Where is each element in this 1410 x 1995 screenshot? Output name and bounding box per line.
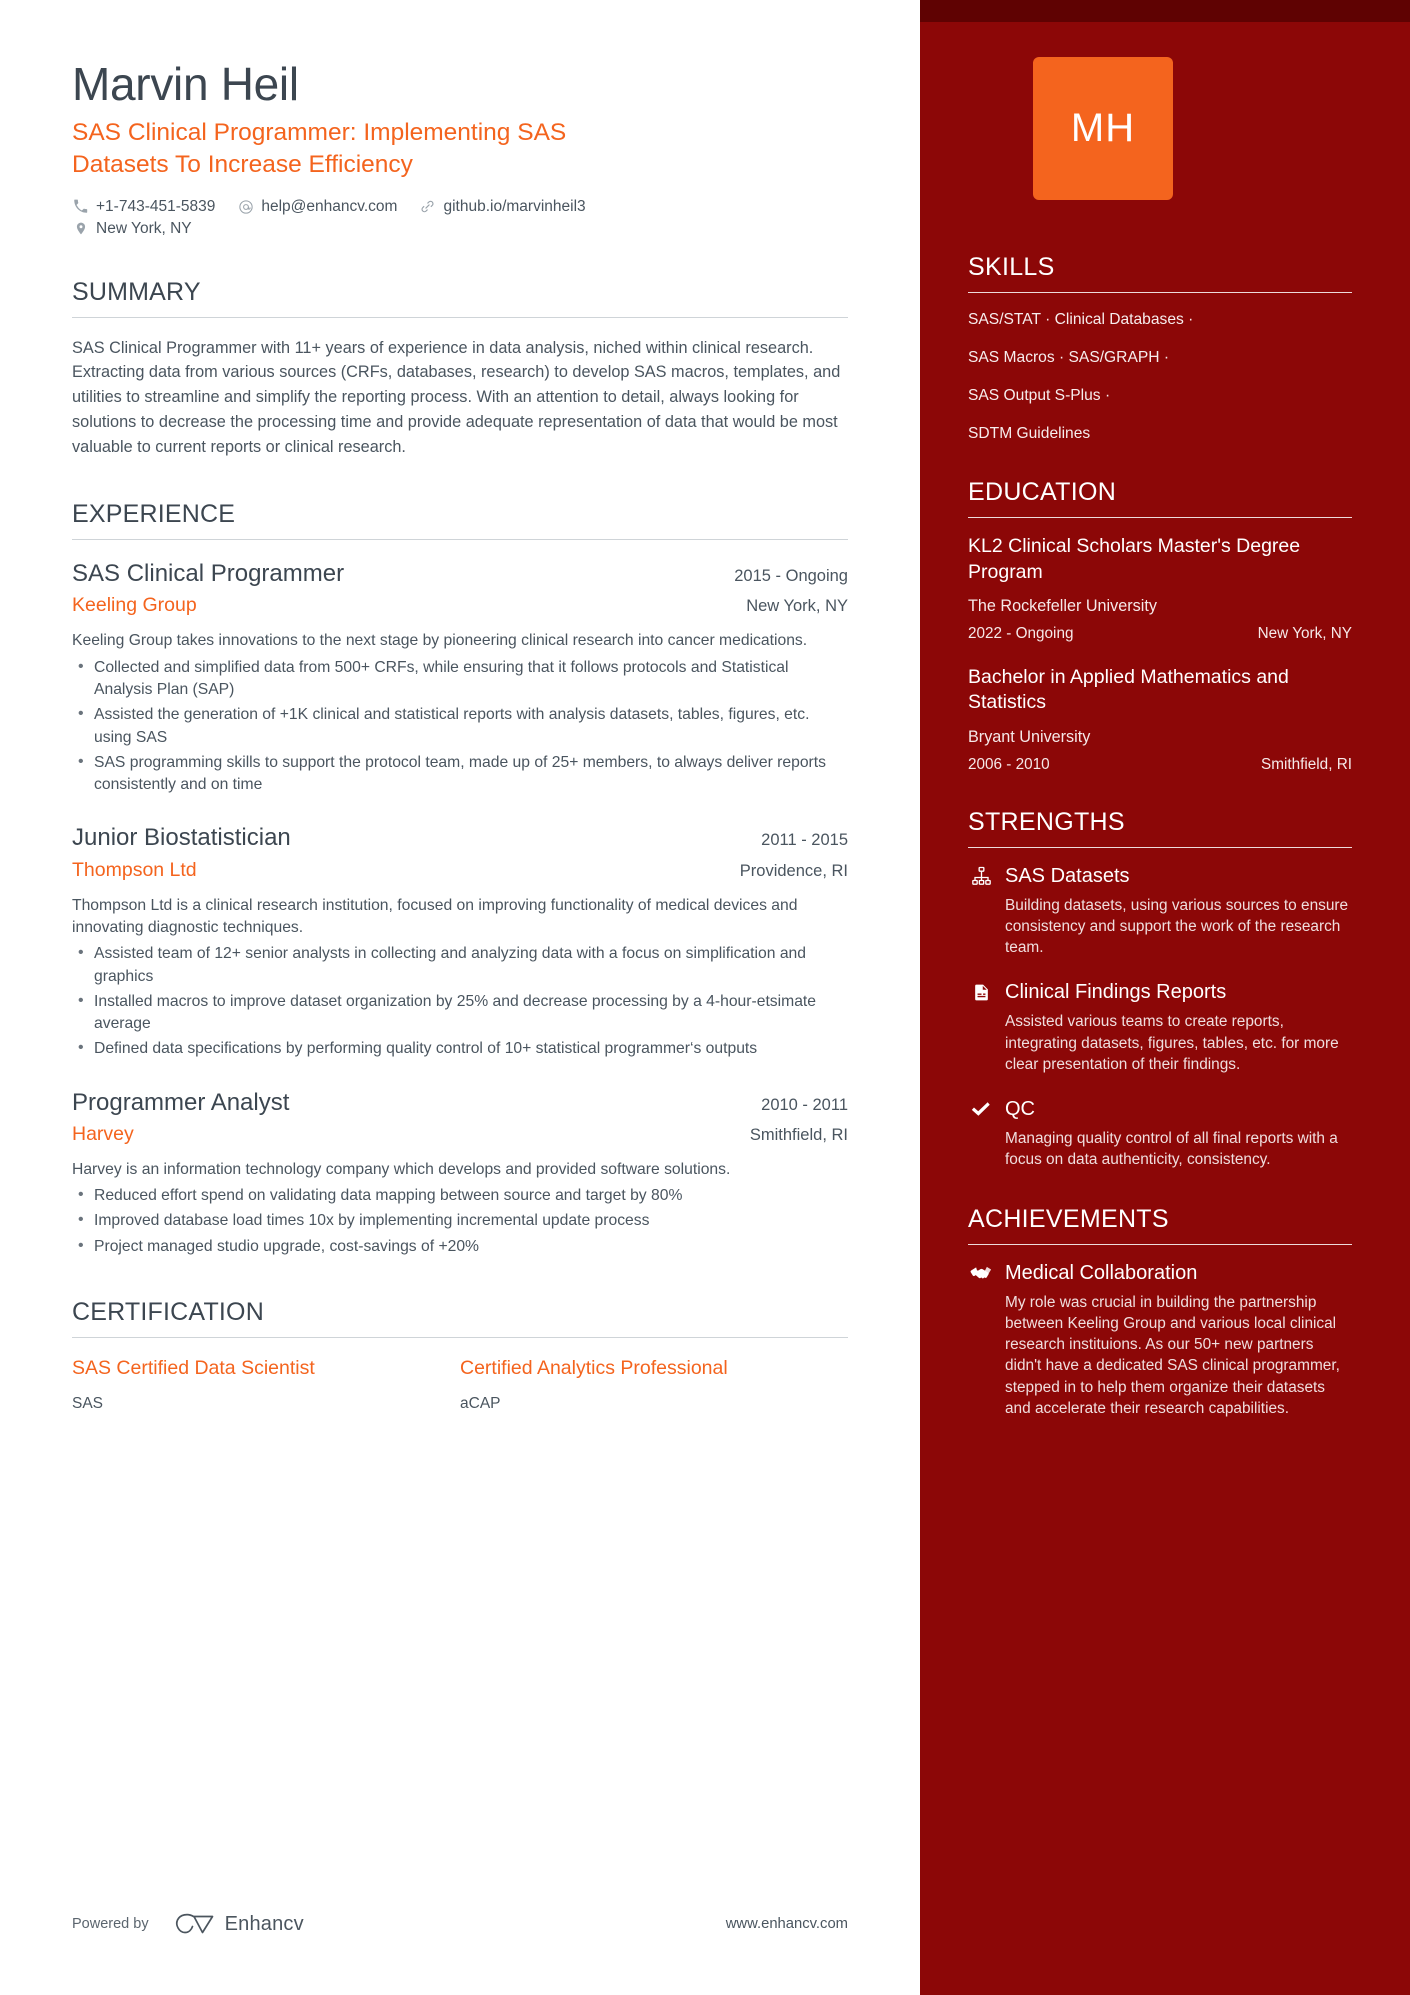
- education-dates: 2022 - Ongoing: [968, 624, 1074, 642]
- experience-entry-top: [72, 822, 848, 853]
- skill-line: SDTM Guidelines: [968, 425, 1091, 443]
- contact-email-value: help@enhancv.com: [261, 197, 398, 215]
- strength-name: SAS Datasets: [1005, 864, 1130, 887]
- handshake-icon: [968, 1264, 994, 1282]
- education-entry: [968, 534, 1352, 643]
- contact-link[interactable]: [419, 198, 585, 216]
- job-company: Thompson Ltd: [72, 858, 197, 881]
- strength-description: Building datasets, using various sources to ensure consistency and support the work of the research team.: [1005, 896, 1349, 957]
- experience-entry: [72, 558, 848, 796]
- strength-name: Clinical Findings Reports: [1005, 981, 1227, 1004]
- education-title: EDUCATION: [968, 478, 1117, 507]
- website-url[interactable]: www.enhancv.com: [725, 1916, 848, 1932]
- job-bullet: • Installed macros to improve dataset organization by 25% and decrease processing by a 4-hour-etsimate average: [72, 991, 848, 1036]
- certification-grid: [72, 1356, 848, 1413]
- job-role: SAS Clinical Programmer: [72, 560, 345, 588]
- contact-block: [72, 198, 848, 238]
- document-icon: [968, 982, 994, 1003]
- job-location: Providence, RI: [739, 861, 848, 880]
- job-location: New York, NY: [746, 597, 848, 616]
- job-description: Thompson Ltd is a clinical research institution, focused on improving functionality of medical devices and innovating diagnostic techniques.: [72, 896, 798, 936]
- job-dates: 2011 - 2015: [761, 831, 848, 850]
- experience-entry: [72, 822, 848, 1060]
- skill-line: SAS Macros · SAS/GRAPH ·: [968, 349, 1170, 367]
- contact-line-1: [72, 198, 848, 216]
- job-bullet: • Project managed studio upgrade, cost-savings of +20%: [72, 1236, 848, 1258]
- contact-email[interactable]: [237, 198, 397, 216]
- contact-phone-value: +1-743-451-5839: [96, 197, 216, 215]
- experience-entry-top: [72, 558, 848, 589]
- enhancv-logo-icon: [173, 1911, 217, 1937]
- experience-entry-sub: [72, 1123, 848, 1146]
- education-degree: KL2 Clinical Scholars Master's Degree Program: [968, 535, 1301, 583]
- job-dates: 2010 - 2011: [761, 1095, 848, 1114]
- job-company: Keeling Group: [72, 594, 197, 617]
- strength-head: [968, 1097, 1352, 1122]
- page-title: Marvin Heil: [72, 58, 299, 110]
- powered-by-label: Powered by: [72, 1916, 149, 1932]
- section-summary: [72, 278, 848, 461]
- strength-entry: [968, 1097, 1352, 1171]
- summary-divider: [72, 317, 848, 318]
- section-skills: [968, 253, 1352, 444]
- job-company: Harvey: [72, 1122, 134, 1145]
- sidebar: [920, 0, 1410, 1995]
- section-education: [968, 478, 1352, 773]
- link-icon: [419, 198, 436, 215]
- certification-item: [460, 1356, 848, 1413]
- experience-title: EXPERIENCE: [72, 500, 236, 529]
- sidebar-top-strip: [920, 0, 1410, 22]
- achievements-title: ACHIEVEMENTS: [968, 1204, 1169, 1233]
- job-role: Programmer Analyst: [72, 1088, 290, 1116]
- job-bullet: • Assisted the generation of +1K clinical and statistical reports with analysis datasets, tables, figures, etc. using SAS: [72, 704, 848, 749]
- contact-link-value: github.io/marvinheil3: [443, 197, 586, 215]
- education-school: The Rockefeller University: [968, 596, 1157, 615]
- sitemap-icon: [968, 866, 994, 886]
- experience-entry-top: [72, 1087, 848, 1118]
- headline: SAS Clinical Programmer: Implementing SAS Datasets To Increase Efficiency: [72, 118, 567, 179]
- job-bullets: [72, 943, 848, 1060]
- check-icon: [968, 1101, 994, 1119]
- achievements-divider: [968, 1244, 1352, 1245]
- education-degree: Bachelor in Applied Mathematics and Statistics: [968, 665, 1289, 714]
- job-bullet: • Defined data specifications by performing quality control of 10+ statistical programmer‘s outputs: [72, 1038, 848, 1060]
- certification-name: Certified Analytics Professional: [460, 1357, 728, 1380]
- education-entry: [968, 665, 1352, 774]
- education-location: New York, NY: [1257, 624, 1352, 642]
- education-meta: [968, 625, 1352, 643]
- experience-divider: [72, 539, 848, 540]
- certification-issuer: SAS: [72, 1395, 104, 1413]
- powered-by-block: [72, 1911, 304, 1937]
- strength-head: [968, 980, 1352, 1005]
- education-school: Bryant University: [968, 727, 1091, 746]
- job-bullets: [72, 1185, 848, 1258]
- footer: [72, 1911, 848, 1937]
- certification-title: CERTIFICATION: [72, 1298, 264, 1327]
- achievement-head: [968, 1261, 1352, 1286]
- email-icon: [237, 198, 254, 215]
- avatar: MH: [1033, 57, 1173, 200]
- contact-location-value: New York, NY: [96, 219, 192, 237]
- section-strengths: [968, 808, 1352, 1171]
- strength-name: QC: [1005, 1098, 1035, 1121]
- job-bullet: • Assisted team of 12+ senior analysts in collecting and analyzing data with a focus on simplification and graphics: [72, 943, 848, 988]
- education-location: Smithfield, RI: [1261, 755, 1352, 773]
- strengths-divider: [968, 847, 1352, 848]
- phone-icon: [72, 198, 89, 215]
- strength-entry: [968, 980, 1352, 1075]
- location-pin-icon: [72, 220, 89, 237]
- skill-line: SAS/STAT · Clinical Databases ·: [968, 311, 1194, 328]
- achievement-name: Medical Collaboration: [1005, 1261, 1198, 1284]
- job-bullets: [72, 657, 848, 797]
- certification-issuer: aCAP: [460, 1395, 501, 1413]
- enhancv-brand-label: Enhancv: [224, 1912, 304, 1935]
- job-bullet: • Improved database load times 10x by implementing incremental update process: [72, 1210, 848, 1232]
- certification-name: SAS Certified Data Scientist: [72, 1357, 315, 1380]
- summary-text: SAS Clinical Programmer with 11+ years of experience in data analysis, niched within clinical research. Extracting data from various sources (CRFs, databases, research) to develop SAS macros, templates, and utilities to streamline and simplify the reporting process. With an attention to detail, always looking for solutions to decrease the processing time and provide adequate representation of data that would be most valuable to current reports or clinical research.: [72, 338, 841, 457]
- job-bullet: • Reduced effort spend on validating data mapping between source and target by 80%: [72, 1185, 848, 1207]
- summary-title: SUMMARY: [72, 277, 201, 306]
- strength-description: Managing quality control of all final reports with a focus on data authenticity, consistency.: [1005, 1130, 1338, 1169]
- job-description: Harvey is an information technology company which develops and provided software solutions.: [72, 1160, 731, 1178]
- section-experience: [72, 500, 848, 1258]
- certification-item: [72, 1356, 460, 1413]
- contact-phone[interactable]: [72, 198, 215, 216]
- strengths-title: STRENGTHS: [968, 807, 1125, 836]
- contact-line-2: [72, 220, 848, 238]
- section-certification: [72, 1298, 848, 1413]
- strength-entry: [968, 864, 1352, 959]
- skills-title: SKILLS: [968, 253, 1055, 281]
- achievement-description: My role was crucial in building the partnership between Keeling Group and various local clinical research instituions. As our 50+ new partners didn't have a dedicated SAS clinical programmer, stepped in to help them organize their datasets and accelerate their research capabilities.: [1005, 1293, 1340, 1417]
- job-location: Smithfield, RI: [749, 1125, 848, 1144]
- education-dates: 2006 - 2010: [968, 755, 1050, 773]
- job-bullet: • SAS programming skills to support the protocol team, made up of 25+ members, to always deliver reports consistently and on time: [72, 752, 848, 797]
- education-meta: [968, 756, 1352, 774]
- job-role: Junior Biostatistician: [72, 824, 291, 852]
- experience-entry-sub: [72, 859, 848, 882]
- sidebar-content: [968, 0, 1352, 1419]
- skills-divider: [968, 292, 1352, 293]
- strength-head: [968, 864, 1352, 889]
- achievement-entry: [968, 1261, 1352, 1420]
- certification-divider: [72, 1337, 848, 1338]
- job-dates: 2015 - Ongoing: [734, 567, 848, 586]
- experience-entry: [72, 1087, 848, 1258]
- contact-location: [72, 220, 192, 238]
- skill-line: SAS Output S-Plus ·: [968, 387, 1111, 405]
- education-divider: [968, 517, 1352, 518]
- job-description: Keeling Group takes innovations to the next stage by pioneering clinical research into cancer medications.: [72, 632, 808, 650]
- section-achievements: [968, 1205, 1352, 1420]
- job-bullet: • Collected and simplified data from 500+ CRFs, while ensuring that it follows protocols and Statistical Analysis Plan (SAP): [72, 657, 848, 702]
- strength-description: Assisted various teams to create reports, integrating datasets, figures, tables, etc. for more clear presentation of their findings.: [1005, 1013, 1339, 1073]
- experience-entry-sub: [72, 594, 848, 617]
